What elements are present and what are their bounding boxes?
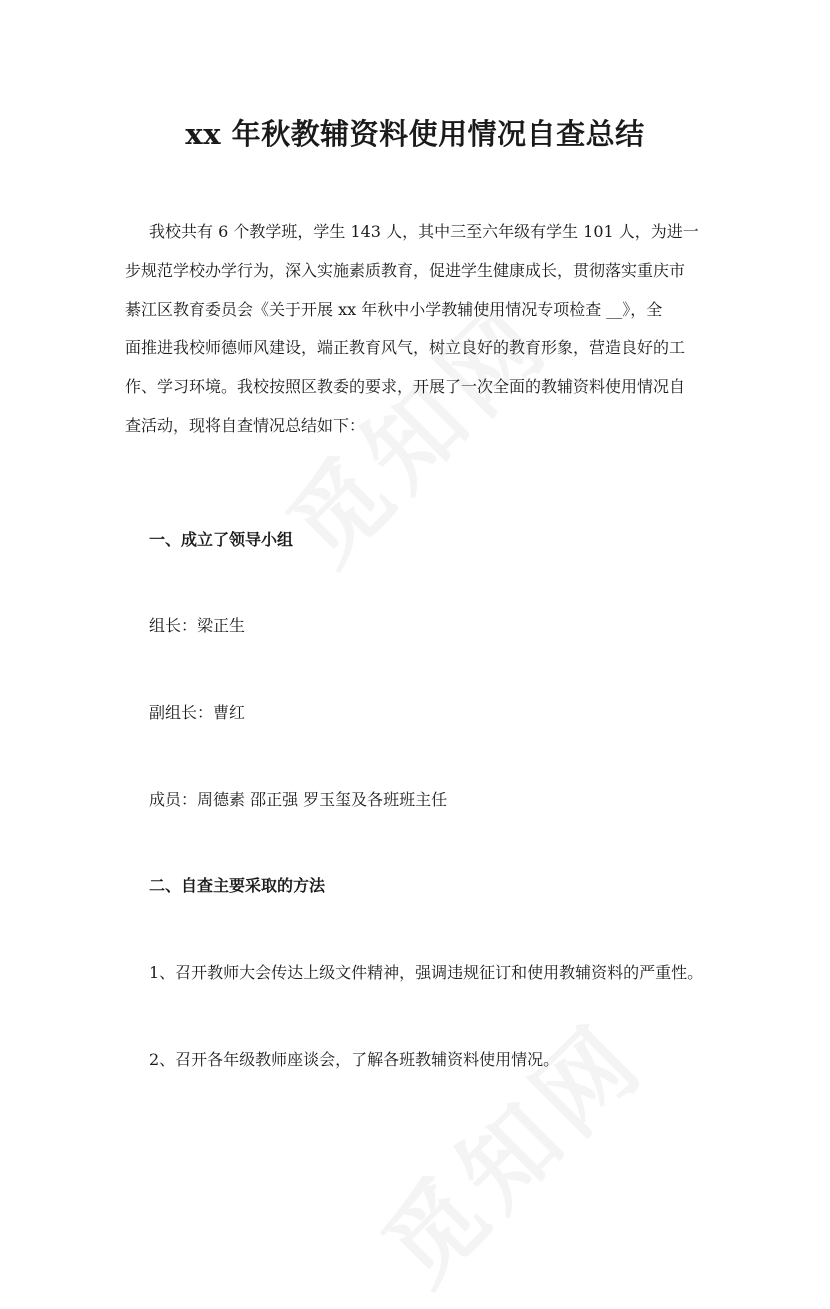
document-title: xx 年秋教辅资料使用情况自查总结 <box>185 117 645 151</box>
intro-line: 綦江区教育委员会《关于开展 xx 年秋中小学教辅使用情况专项检查 __》，全 <box>125 299 663 319</box>
intro-paragraph <box>125 213 714 446</box>
members-line: 成员：周德素 邵正强 罗玉玺及各班班主任 <box>149 790 448 809</box>
intro-line: 查活动，现将自查情况总结如下： <box>125 415 366 435</box>
section-heading-leadership: 一、成立了领导小组 <box>149 530 294 549</box>
deputy-leader-line: 副组长：曹红 <box>149 703 246 722</box>
method-item-2: 2、召开各年级教师座谈会，了解各班教辅资料使用情况。 <box>149 1050 560 1069</box>
method-item-1: 1、召开教师大会传达上级文件精神，强调违规征订和使用教辅资料的严重性。 <box>149 963 704 982</box>
leader-line: 组长：梁正生 <box>149 616 246 635</box>
intro-line: 我校共有 6 个教学班，学生 143 人，其中三至六年级有学生 101 人，为进一 <box>149 222 699 241</box>
intro-line: 步规范学校办学行为，深入实施素质教育，促进学生健康成长，贯彻落实重庆市 <box>125 260 686 280</box>
intro-line: 面推进我校师德师风建设，端正教育风气，树立良好的教育形象，营造良好的工 <box>125 338 686 358</box>
intro-line: 作、学习环境。我校按照区教委的要求，开展了一次全面的教辅资料使用情况自 <box>125 377 686 397</box>
watermark <box>348 988 670 1309</box>
section-heading-methods: 二、自查主要采取的方法 <box>149 876 326 895</box>
